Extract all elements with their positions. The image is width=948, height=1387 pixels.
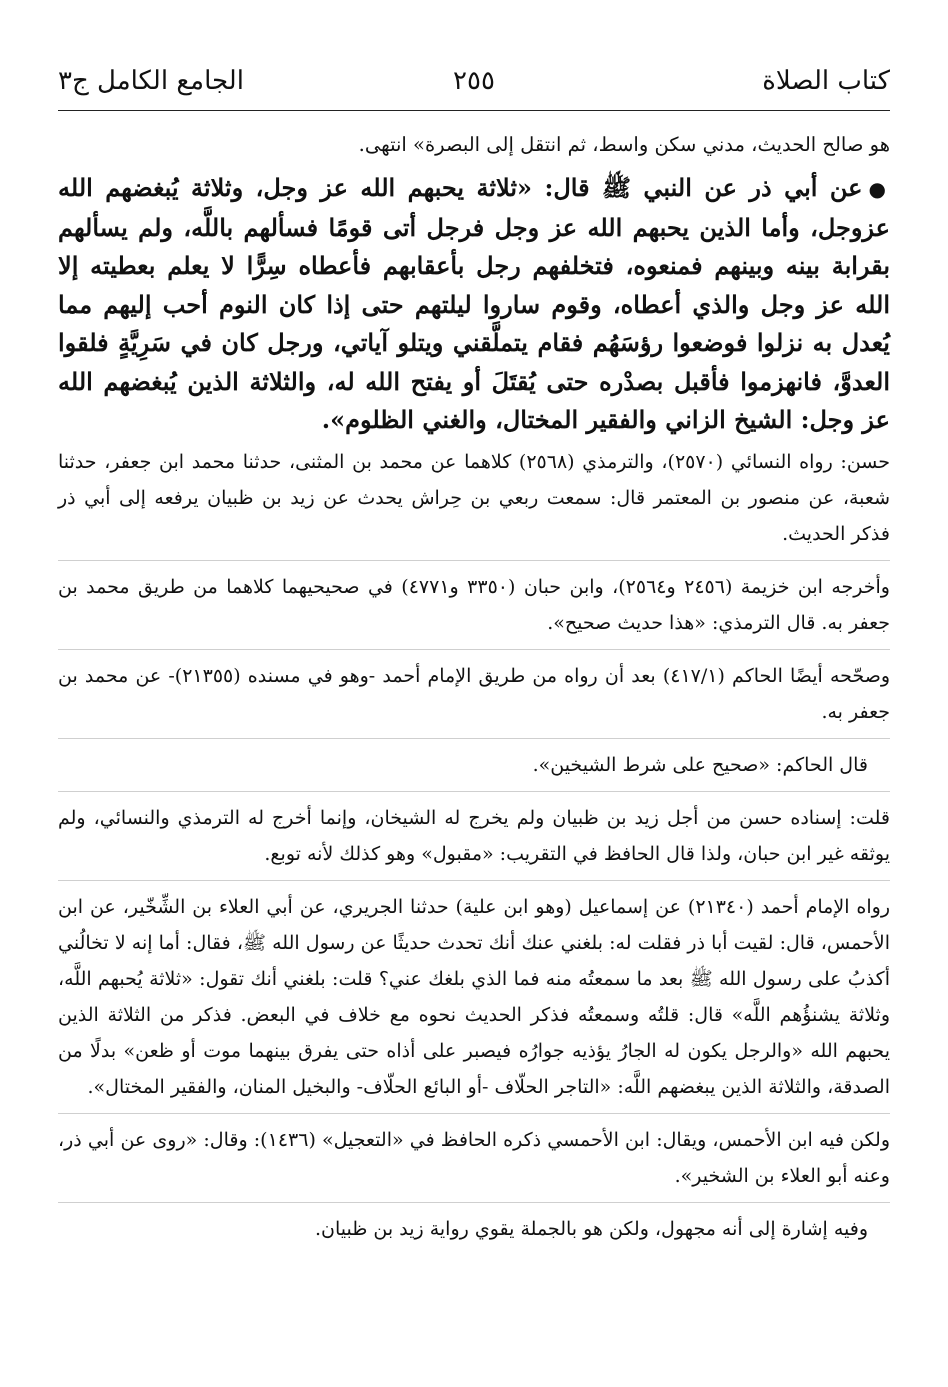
paragraph-separator	[58, 791, 890, 792]
paragraph-separator	[58, 560, 890, 561]
note-paragraph-2: وأخرجه ابن خزيمة (٢٤٥٦ و٢٥٦٤)، وابن حبان (٣٣٥٠ و٤٧٧١) في صحيحيهما كلاهما من طريق محمد بن جعفر به. قال الترمذي: «هذا حديث صحيح».	[58, 575, 890, 634]
paragraph-separator	[58, 1202, 890, 1203]
intro-paragraph: هو صالح الحديث، مدني سكن واسط، ثم انتقل إلى البصرة» انتهى.	[358, 133, 890, 156]
note-paragraph-5: قلت: إسناده حسن من أجل زيد بن ظبيان ولم يخرج له الشيخان، وإنما أخرج له الترمذي والنسائي، ولم يوثقه غير ابن حبان، ولذا قال الحافظ في التقريب: «مقبول» وهو كذلك لأنه توبع.	[58, 806, 890, 865]
note-paragraph-8: وفيه إشارة إلى أنه مجهول، ولكن هو بالجملة يقوي رواية زيد بن ظبيان.	[315, 1217, 868, 1240]
note-paragraph-4: قال الحاكم: «صحيح على شرط الشيخين».	[532, 753, 868, 776]
book-section-title: كتاب الصلاة	[762, 66, 890, 96]
hadith-text	[58, 169, 890, 440]
header-rule	[58, 110, 890, 111]
note-paragraph-6: رواه الإمام أحمد (٢١٣٤٠) عن إسماعيل (وهو ابن علية) حدثنا الجريري، عن أبي العلاء بن الشِّخّير، عن ابن الأحمس، قال: لقيت أبا ذر فقلت له: بلغني عنك أنك تحدث حديثًا عن رسول الله ﷺ، فقال: أما إنه لا تخالُني أكذبُ على رسول الله ﷺ بعد ما سمعتُه منه فما الذي بلغك عني؟ قلت: بلغني أنك تقول: «ثلاثة يُحبهم اللَّه، وثلاثة يشنؤُهم اللَّه» قال: قلتُه وسمعتُه فذكر الحديث نحوه مع خلاف في البعض. فذكر من الثلاثة الذين يحبهم الله «والرجل يكون له الجارُ يؤذيه جوارُه فيصبر على أذاه حتى يفرق بينهما موت أو ظعن» بدلًا من الصدقة، والثلاثة الذين يبغضهم اللَّه: «التاجر الحلّاف -أو البائع الحلّاف- والبخيل المنان، والفقير المختال».	[58, 895, 890, 1098]
note-paragraph-1: حسن: رواه النسائي (٢٥٧٠)، والترمذي (٢٥٦٨) كلاهما عن محمد بن المثنى، حدثنا محمد ابن جعفر، حدثنا شعبة، عن منصور بن المعتمر قال: سمعت ربعي بن حِراش يحدث عن زيد بن ظبيان يرفعه إلى أبي ذر فذكر الحديث.	[58, 450, 890, 545]
note-paragraph-3: وصحّحه أيضًا الحاكم (٤١٧/١) بعد أن رواه من طريق الإمام أحمد -وهو في مسنده (٢١٣٥٥)- عن محمد بن جعفر به.	[58, 664, 890, 723]
hadith-body: عن أبي ذر عن النبي ﷺ قال: «ثلاثة يحبهم الله عز وجل، وثلاثة يُبغضهم الله عزوجل، وأما الذين يحبهم الله عز وجل فرجل أتى قومًا فسألهم باللَّه، ولم يسألهم بقرابة بينه وبينهم فمنعوه، فتخلفهم رجل بأعقابهم فأعطاه سِرًّا لا يعلم بعطيته إلا الله عز وجل والذي أعطاه، وقوم ساروا ليلتهم حتى إذا كان النوم أحب إليهم مما يُعدل به نزلوا فوضعوا رؤسَهُم فقام يتملَّقني ويتلو آياتي، ورجل كان في سَرِيَّةٍ فلقوا العدوَّ، فانهزموا فأقبل بصدْره حتى يُقتَلَ أو يفتح الله له، والثلاثة الذين يُبغضهم الله عز وجل: الشيخ الزاني والفقير المختال، والغني الظلوم».	[58, 173, 890, 434]
note-paragraph-7: ولكن فيه ابن الأحمس، ويقال: ابن الأحمسي ذكره الحافظ في «التعجيل» (١٤٣٦): وقال: «روى عن أبي ذر، وعنه أبو العلاء بن الشخير».	[58, 1128, 891, 1187]
bullet-icon: ●	[868, 177, 891, 201]
paragraph-separator	[58, 649, 890, 650]
page-number: ٢٥٥	[453, 66, 495, 96]
page-body	[58, 125, 890, 1247]
paragraph-separator	[58, 880, 890, 881]
book-title: الجامع الكامل ج٣	[58, 66, 244, 96]
paragraph-separator	[58, 738, 890, 739]
page-header	[58, 62, 890, 106]
paragraph-separator	[58, 1113, 890, 1114]
